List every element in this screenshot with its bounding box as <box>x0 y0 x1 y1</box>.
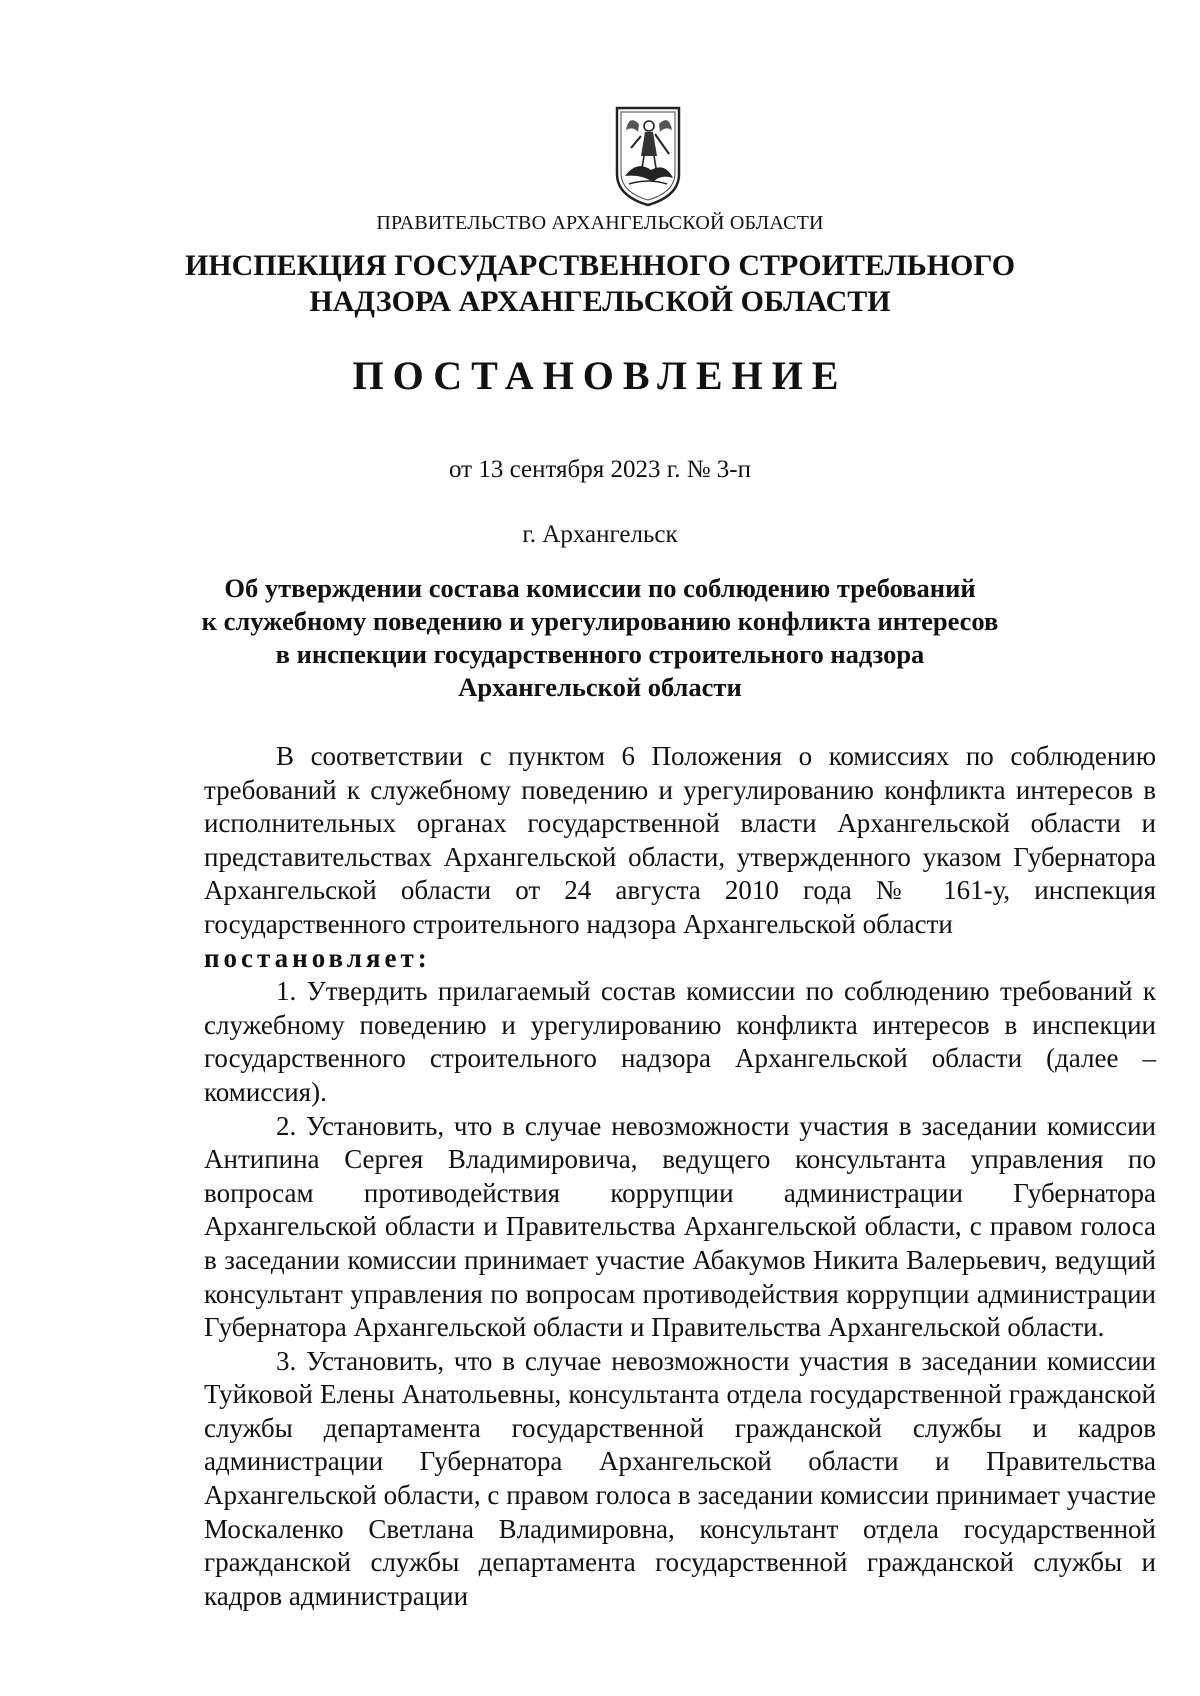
item-2-paragraph: 2. Установить, что в случае невозможности участия в заседании комиссии Антипина Сергея Владимировича, ведущего консультанта управления по вопросам противодействия коррупции администрации Губернатора Архангельской области и Правительства Архангельской области, с правом голоса в заседании комиссии принимает участие Абакумов Никита Валерьевич, ведущий консультант управления по вопросам противодействия коррупции администрации Губернатора Архангельской области и Правительства Архангельской области. <box>204 1110 1156 1343</box>
document-date-number: от 13 сентября 2023 г. № 3-п <box>448 456 752 483</box>
document-city: г. Архангельск <box>522 521 678 548</box>
archangel-coat-of-arms-icon <box>611 104 685 208</box>
resolves-keyword: постановляет: <box>204 942 431 973</box>
subject-line: в инспекции государственного строительного надзора <box>275 639 925 669</box>
organization-name-line: ИНСПЕКЦИЯ ГОСУДАРСТВЕННОГО СТРОИТЕЛЬНОГО <box>184 249 1016 282</box>
organization-name-line: НАДЗОРА АРХАНГЕЛЬСКОЙ ОБЛАСТИ <box>309 285 891 318</box>
document-type: ПОСТАНОВЛЕНИЕ <box>352 353 848 398</box>
preamble-paragraph: В соответствии с пунктом 6 Положения о комиссиях по соблюдению требований к служебному поведению и урегулированию конфликта интересов в исполнительных органах государственной власти Архангельской области и представительствах Архангельской области, утвержденного указом Губернатора Архангельской области от 24 августа 2010 года № 161-у, инспекция государственного строительного надзора Архангельской области <box>204 741 1156 939</box>
resolution-word <box>204 942 1156 976</box>
organization-name <box>0 248 1200 320</box>
document-subject <box>0 572 1200 704</box>
subject-line: Архангельской области <box>458 672 742 702</box>
subject-line: Об утверждении состава комиссии по соблюдению требований <box>224 573 976 603</box>
government-name: ПРАВИТЕЛЬСТВО АРХАНГЕЛЬСКОЙ ОБЛАСТИ <box>376 212 824 234</box>
document-body <box>204 740 1156 1613</box>
item-3-paragraph: 3. Установить, что в случае невозможности участия в заседании комиссии Туйковой Елены Анатольевны, консультанта отдела государственной гражданской службы департамента государственной гражданской службы и кадров администрации Губернатора Архангельской области и Правительства Архангельской области, с правом голоса в заседании комиссии принимает участие Москаленко Светлана Владимировна, консультант отдела государственной гражданской службы департамента государственной гражданской службы и кадров администрации <box>204 1345 1156 1611</box>
item-1-paragraph: 1. Утвердить прилагаемый состав комиссии по соблюдению требований к служебному поведению и урегулированию конфликта интересов в инспекции государственного строительного надзора Архангельской области (далее – комиссия). <box>204 976 1156 1107</box>
subject-line: к служебному поведению и урегулированию конфликта интересов <box>201 606 999 636</box>
